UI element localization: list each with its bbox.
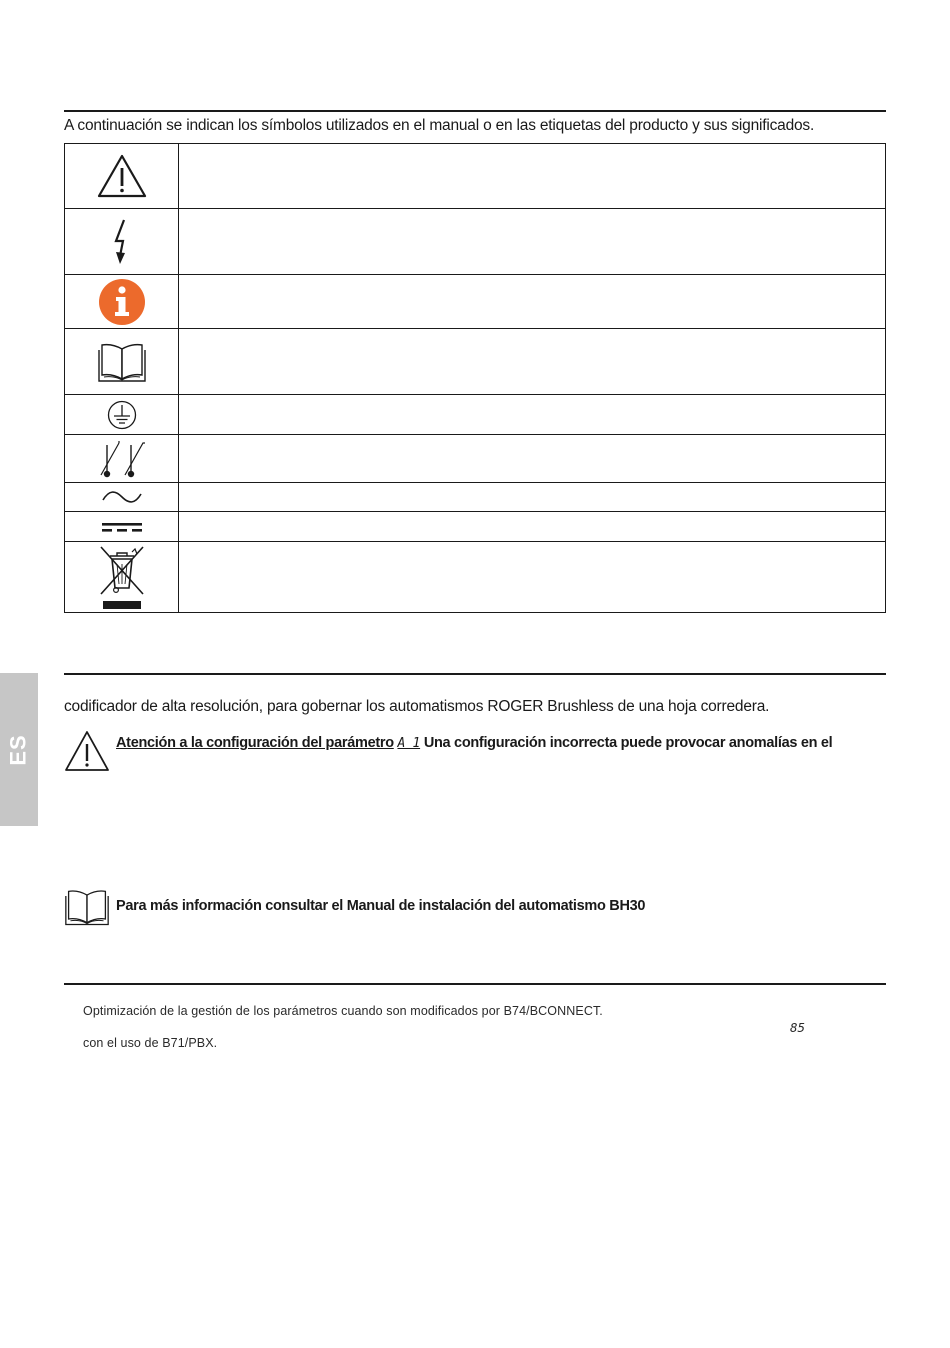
manual-reference-text: Para más información consultar el Manual de instalación del automatismo BH30 bbox=[116, 898, 646, 914]
table-row bbox=[65, 395, 886, 435]
symbol-description bbox=[179, 512, 886, 542]
symbol-description bbox=[179, 483, 886, 512]
electric-shock-icon bbox=[110, 218, 134, 266]
symbol-description bbox=[179, 144, 886, 209]
parameter-warning bbox=[64, 730, 886, 774]
warning-triangle-icon bbox=[96, 153, 148, 199]
symbol-description bbox=[179, 435, 886, 483]
table-row bbox=[65, 512, 886, 542]
table-row bbox=[65, 144, 886, 209]
manual-reference-note bbox=[64, 886, 886, 928]
symbols-table bbox=[64, 143, 886, 613]
section-rule-bottom bbox=[64, 983, 886, 985]
open-manual-icon bbox=[64, 886, 110, 928]
table-row bbox=[65, 542, 886, 613]
section-rule-top bbox=[64, 110, 886, 112]
symbols-intro-text: A continuación se indican los símbolos utilizados en el manual o en las etiquetas del producto y sus significados. bbox=[64, 117, 815, 134]
symbol-description bbox=[179, 275, 886, 329]
temperature-limits-icon bbox=[97, 439, 147, 479]
language-side-tab bbox=[0, 673, 38, 826]
open-manual-icon bbox=[97, 341, 147, 383]
symbol-description bbox=[179, 329, 886, 395]
language-tab-label: ES bbox=[5, 733, 31, 766]
section-rule-middle bbox=[64, 673, 886, 675]
parameter-warning-underlined: Atención a la configuración del parámetro bbox=[116, 735, 394, 751]
weee-crossed-bin-icon bbox=[97, 544, 147, 610]
warning-triangle-icon bbox=[64, 730, 110, 772]
alternating-current-icon bbox=[101, 489, 143, 505]
parameter-code: A 1 bbox=[397, 736, 421, 751]
protective-earth-icon bbox=[107, 400, 137, 430]
symbol-description bbox=[179, 209, 886, 275]
description-paragraph: codificador de alta resolución, para gobernar los automatismos ROGER Brushless de una hoja corredera. bbox=[64, 698, 770, 715]
parameter-warning-body: Una configuración incorrecta puede provocar anomalías en el bbox=[423, 735, 833, 751]
table-row bbox=[65, 483, 886, 512]
parameter-warning-text bbox=[116, 735, 886, 751]
information-icon bbox=[98, 278, 146, 326]
symbol-description bbox=[179, 395, 886, 435]
symbol-description bbox=[179, 542, 886, 613]
table-row bbox=[65, 275, 886, 329]
page-number: 85 bbox=[790, 1020, 806, 1035]
direct-current-icon bbox=[101, 520, 143, 534]
footer-note: Optimización de la gestión de los parámetros cuando son modificados por B74/BCONNECT. bbox=[83, 1004, 603, 1018]
table-row bbox=[65, 329, 886, 395]
table-row bbox=[65, 209, 886, 275]
footer-note: con el uso de B71/PBX. bbox=[83, 1036, 218, 1050]
table-row bbox=[65, 435, 886, 483]
